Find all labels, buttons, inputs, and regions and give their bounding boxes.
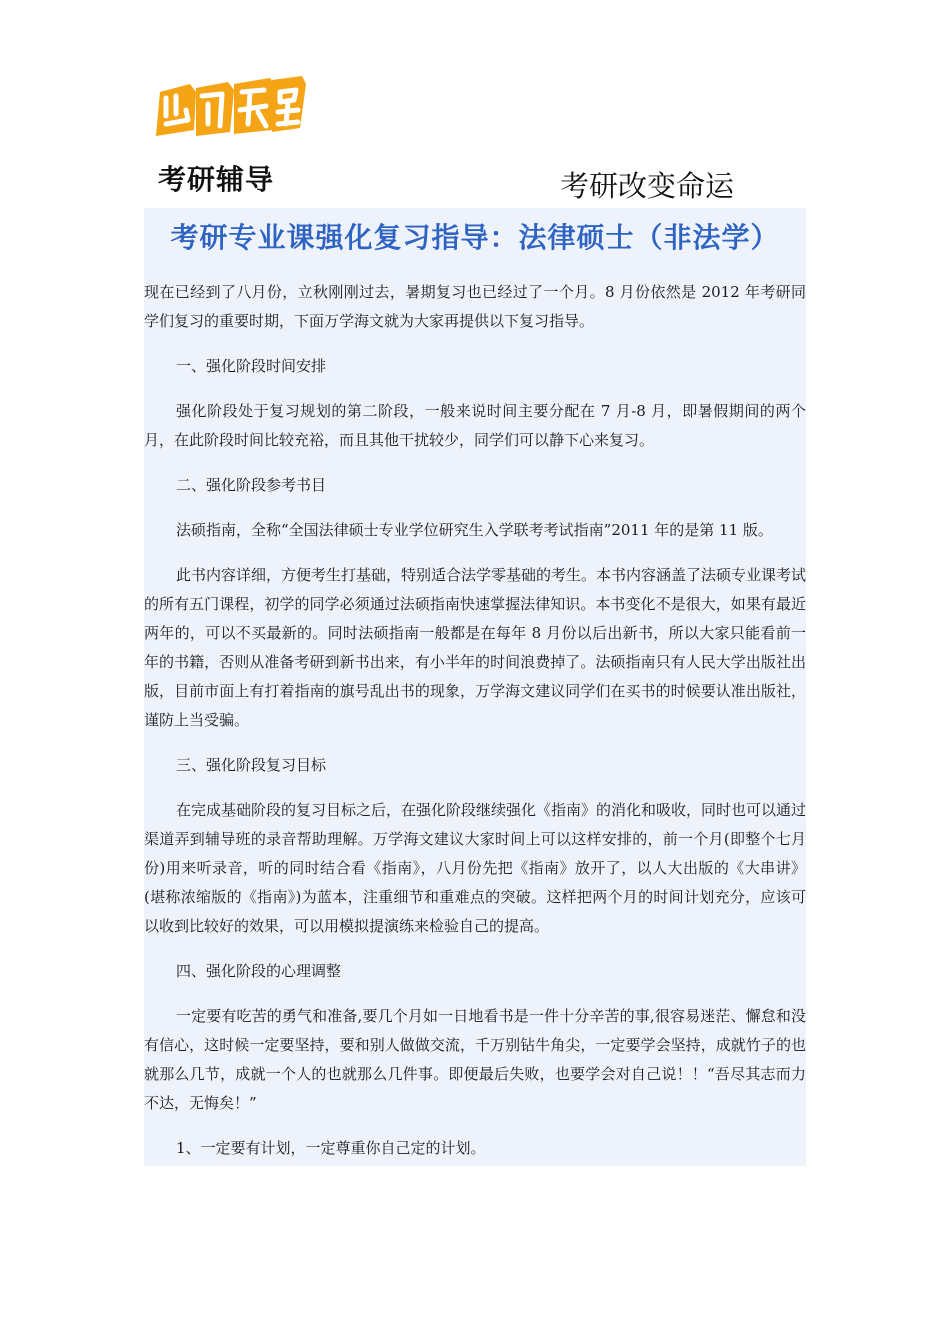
logo-subtitle: 考研辅导 bbox=[158, 163, 275, 196]
logo bbox=[150, 70, 310, 200]
list-item: 1、一定要有计划，一定尊重你自己定的计划。 bbox=[176, 1139, 486, 1157]
paragraph: 现在已经到了八月份，立秋刚刚过去，暑期复习也已经过了一个月。8 月份依然是 2012 年考研同学们复习的重要时期，下面万学海文就为大家再提供以下复习指导。 bbox=[144, 283, 806, 330]
article-title: 考研专业课强化复习指导：法律硕士（非法学） bbox=[170, 221, 780, 254]
paragraph: 在完成基础阶段的复习目标之后，在强化阶段继续强化《指南》的消化和吸收，同时也可以通过渠道弄到辅导班的录音帮助理解。万学海文建议大家时间上可以这样安排的，前一个月(即整个七月份)用来听录音，听的同时结合看《指南》，八月份先把《指南》放开了，以人大出版的《大串讲》(堪称浓缩版的《指南》)为蓝本，注重细节和重难点的突破。这样把两个月的时间计划充分，应该可以收到比较好的效果，可以用模拟提演练来检验自己的提高。 bbox=[144, 801, 807, 935]
slogan: 考研改变命运 bbox=[560, 169, 735, 203]
section-heading: 二、强化阶段参考书目 bbox=[176, 476, 327, 494]
section-heading: 三、强化阶段复习目标 bbox=[176, 756, 327, 774]
paragraph: 此书内容详细，方便考生打基础，特别适合法学零基础的考生。本书内容涵盖了法硕专业课考试的所有五门课程，初学的同学必须通过法硕指南快速掌握法律知识。本书变化不是很大，如果有最近两年的，可以不买最新的。同时法硕指南一般都是在每年 8 月份以后出新书，所以大家只能看前一年的书籍，否则从准备考研到新书出来，有小半年的时间浪费掉了。法硕指南只有人民大学出版社出版，目前市面上有打着指南的旗号乱出书的现象，万学海文建议同学们在买书的时候要认准出版社，谨防上当受骗。 bbox=[144, 566, 807, 729]
logo-wordmark-graphic bbox=[150, 70, 310, 160]
section-heading: 四、强化阶段的心理调整 bbox=[176, 962, 342, 980]
article-body bbox=[144, 278, 806, 1179]
paragraph: 法硕指南，全称“全国法律硕士专业学位研究生入学联考考试指南”2011 年的是第 11 版。 bbox=[176, 521, 773, 539]
paragraph: 强化阶段处于复习规划的第二阶段，一般来说时间主要分配在 7 月-8 月，即暑假期间的两个月，在此阶段时间比较充裕，而且其他干扰较少，同学们可以静下心来复习。 bbox=[144, 402, 806, 449]
paragraph: 一定要有吃苦的勇气和准备,要几个月如一日地看书是一件十分辛苦的事,很容易迷茫、懈怠和没有信心，这时候一定要坚持，要和别人做做交流，千万别钻牛角尖，一定要学会坚持，成就竹子的也就那么几节，成就一个人的也就那么几件事。即便最后失败，也要学会对自己说！！“吾尽其志而力不达，无悔矣！” bbox=[144, 1007, 806, 1112]
section-heading: 一、强化阶段时间安排 bbox=[176, 357, 327, 375]
article bbox=[144, 208, 806, 1166]
